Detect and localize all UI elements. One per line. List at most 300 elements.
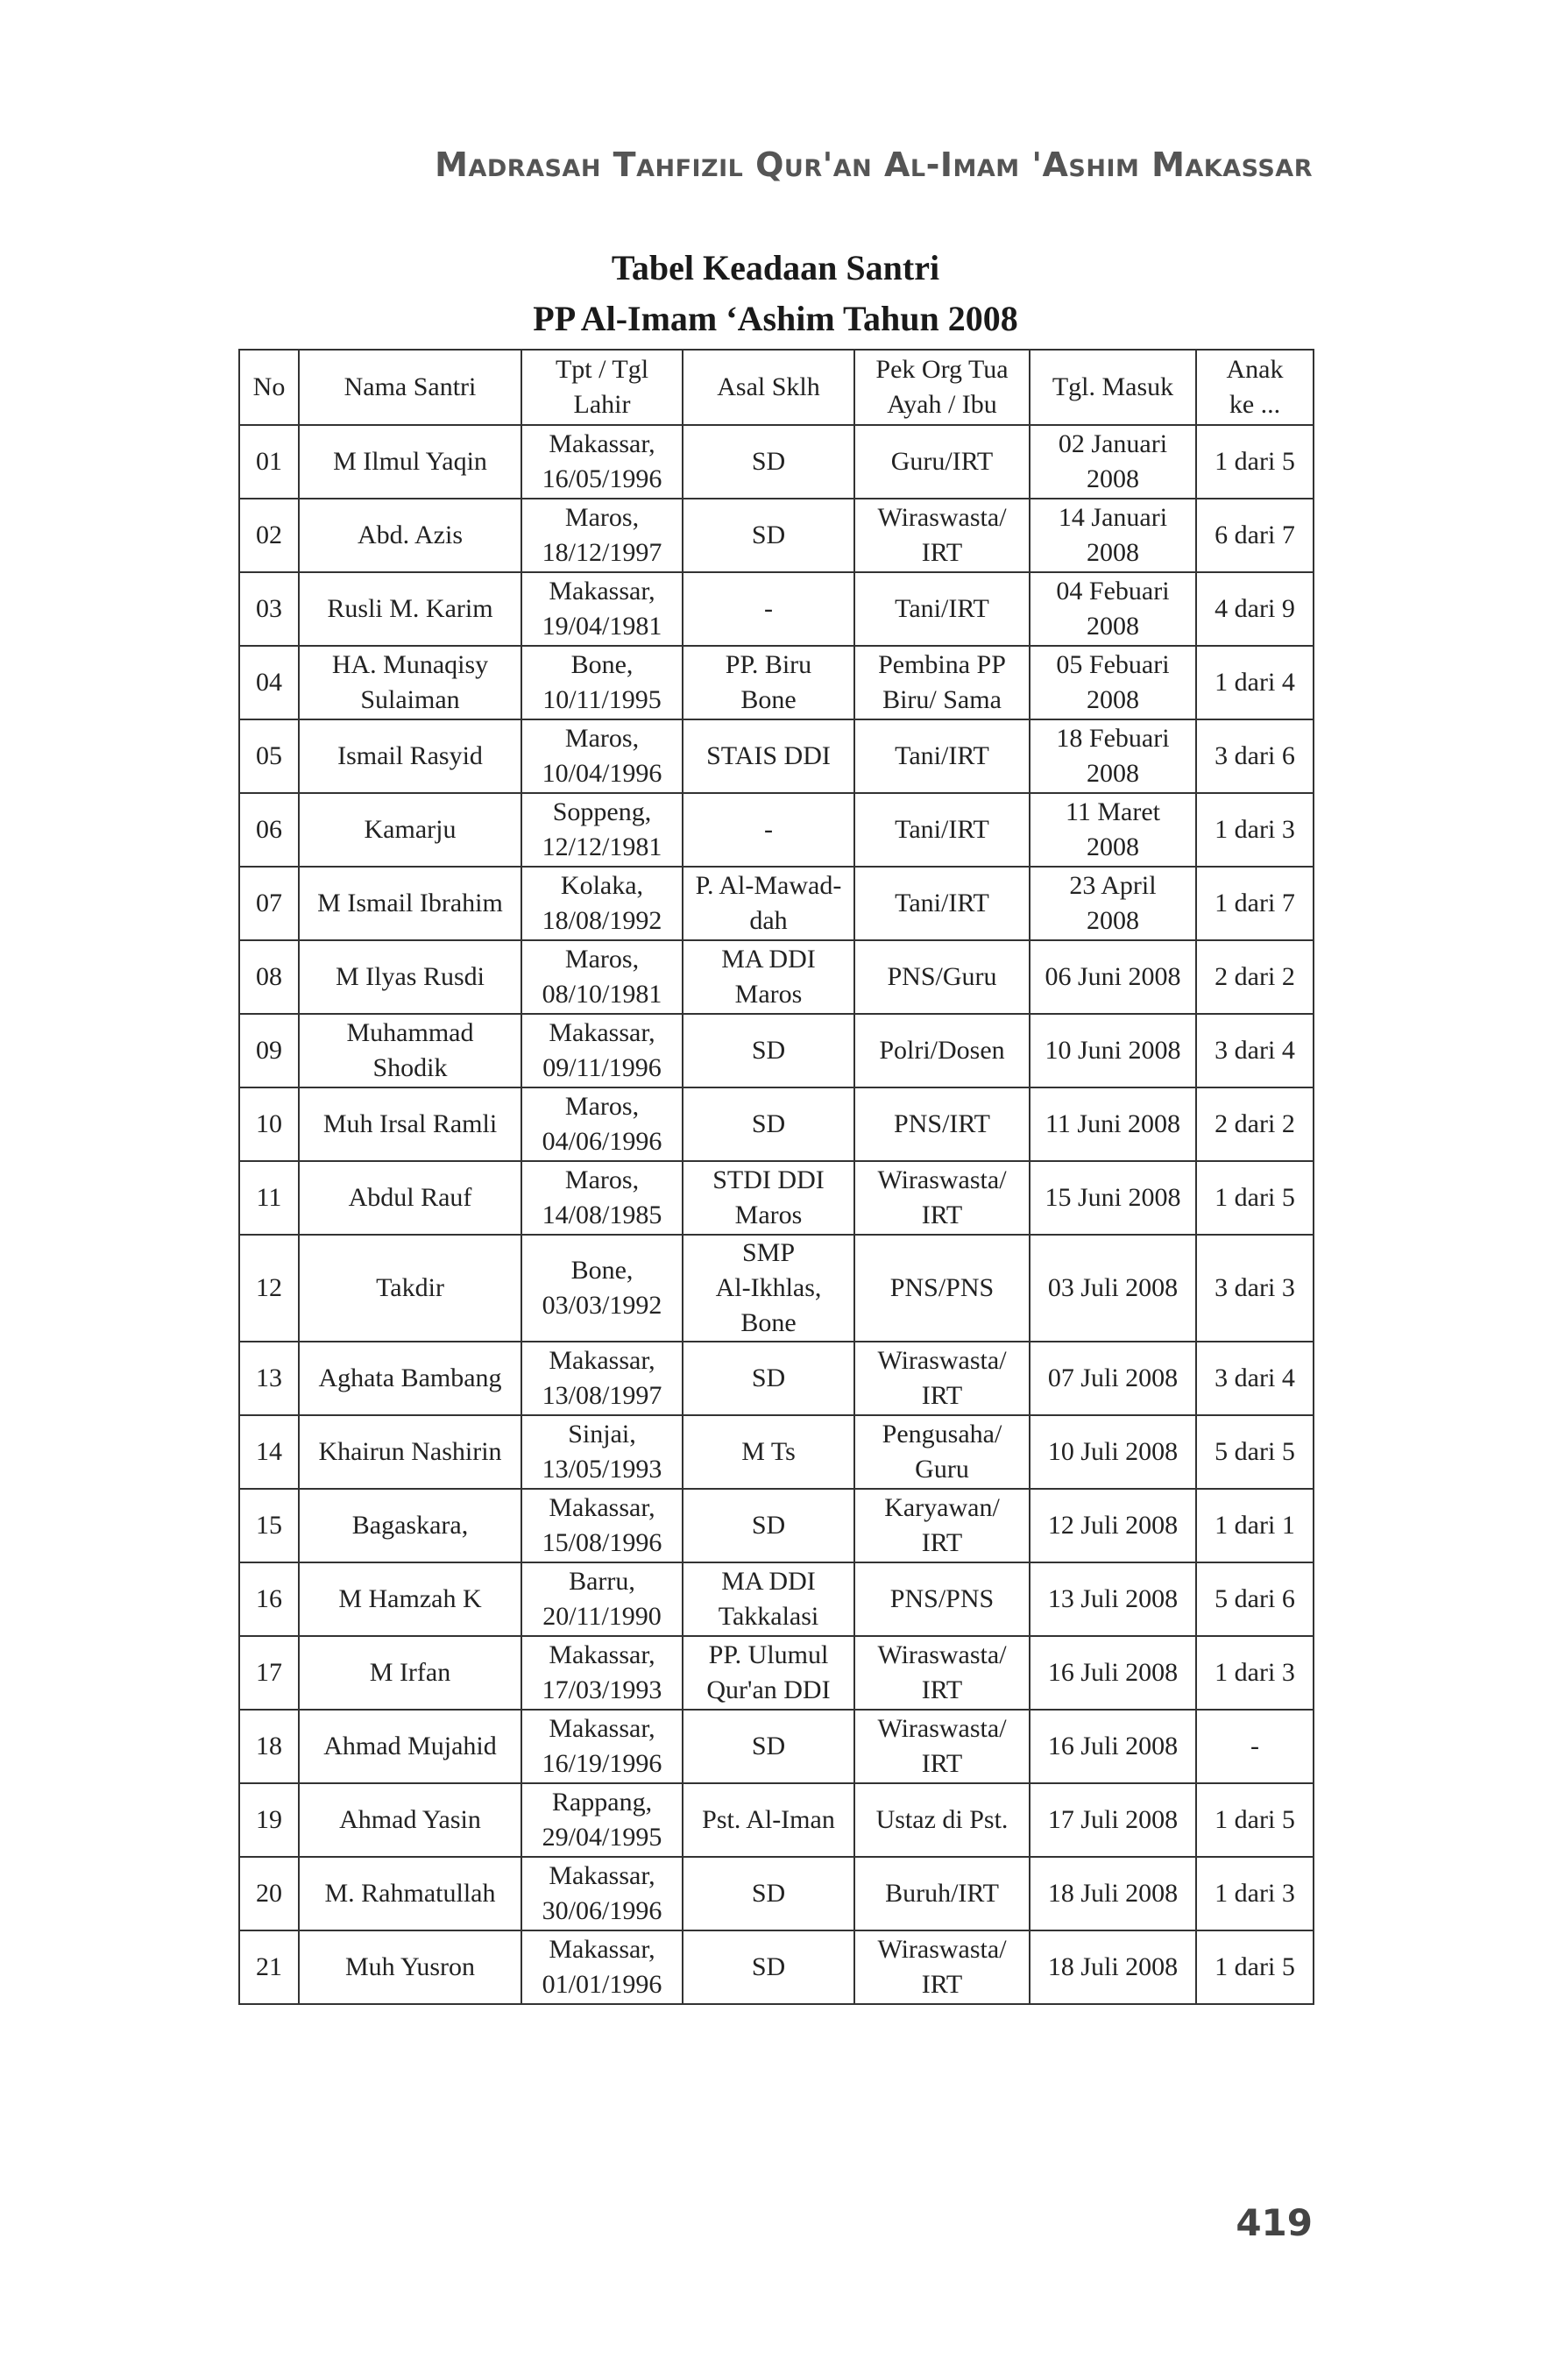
cell-line: 15 [256, 1511, 282, 1540]
cell-line: 03/03/1992 [542, 1291, 662, 1320]
cell-line: Polri/Dosen [879, 1036, 1005, 1065]
cell-line: Abd. Azis [358, 521, 463, 549]
cell-line: SD [751, 1364, 786, 1392]
table-cell [854, 1562, 1030, 1636]
cell-line: Kolaka, [560, 871, 644, 900]
cell-line: Tani/IRT [895, 594, 989, 623]
table-cell [299, 499, 521, 572]
cell-line: Shodik [372, 1053, 448, 1082]
table-cell [1196, 1930, 1314, 2004]
running-header: Madrasah Tahfizil Qur'an Al-Imam 'Ashim Makassar [435, 145, 1313, 184]
cell-line: 03 Juli 2008 [1047, 1273, 1179, 1302]
table-row [239, 1342, 1314, 1415]
cell-line: 04 [256, 668, 282, 697]
table-cell [1196, 1014, 1314, 1087]
cell-line: 03 [256, 594, 282, 623]
cell-line: 2 dari 2 [1215, 1109, 1295, 1138]
table-cell [854, 425, 1030, 499]
cell-line: Al-Ikhlas, [715, 1273, 822, 1302]
table-cell [683, 1235, 854, 1342]
cell-line: Makassar, [549, 1861, 655, 1890]
table-cell [299, 646, 521, 719]
table-cell [1196, 1783, 1314, 1857]
table-row [239, 425, 1314, 499]
cell-line: 05 [256, 741, 282, 770]
cell-line: 14 [256, 1437, 282, 1466]
cell-line: Makassar, [549, 1018, 655, 1047]
table-cell [239, 1710, 299, 1783]
cell-line: M Hamzah K [338, 1584, 482, 1613]
table-cell [239, 1342, 299, 1415]
cell-line: MA DDI [721, 945, 816, 974]
cell-line: 2 dari 2 [1215, 962, 1295, 991]
cell-line: 23 April [1069, 871, 1157, 900]
table-cell [1030, 1415, 1196, 1489]
cell-line: Tpt / Tgl [555, 355, 649, 384]
table-cell [1196, 1710, 1314, 1783]
cell-line: Wiraswasta/ [877, 1714, 1007, 1743]
cell-line: ke ... [1229, 390, 1281, 419]
cell-line: PP. Biru [725, 650, 812, 679]
column-header [854, 350, 1030, 425]
table-cell [521, 1783, 683, 1857]
table-cell [1196, 646, 1314, 719]
table-cell [239, 1415, 299, 1489]
table-row [239, 1161, 1314, 1235]
table-row [239, 1415, 1314, 1489]
cell-line: 16 Juli 2008 [1047, 1732, 1179, 1760]
cell-line: 08/10/1981 [542, 980, 662, 1009]
cell-line: 18 Febuari [1056, 724, 1170, 753]
cell-line: 1 dari 5 [1215, 1805, 1295, 1834]
table-cell [1196, 1161, 1314, 1235]
cell-line: 13 [256, 1364, 282, 1392]
cell-line: 04 Febuari [1056, 577, 1170, 606]
column-header [239, 350, 299, 425]
cell-line: STDI DDI [712, 1165, 825, 1194]
table-cell [1030, 425, 1196, 499]
table-cell [1030, 1857, 1196, 1930]
table-cell [239, 1014, 299, 1087]
cell-line: Makassar, [549, 1714, 655, 1743]
cell-line: 09/11/1996 [542, 1053, 662, 1082]
table-cell [521, 1235, 683, 1342]
cell-line: Makassar, [549, 577, 655, 606]
table-cell [299, 1415, 521, 1489]
table-cell [521, 1489, 683, 1562]
table-cell [683, 867, 854, 940]
table-cell [1196, 867, 1314, 940]
table-cell [683, 1857, 854, 1930]
table-cell [521, 1636, 683, 1710]
cell-line: 07 Juli 2008 [1047, 1364, 1179, 1392]
table-cell [299, 1710, 521, 1783]
cell-line: 10 Juli 2008 [1047, 1437, 1179, 1466]
cell-line: Guru/IRT [890, 447, 994, 476]
cell-line: 30/06/1996 [542, 1896, 662, 1925]
cell-line: 09 [256, 1036, 282, 1065]
table-cell [683, 1710, 854, 1783]
table-cell [854, 646, 1030, 719]
table-cell [854, 572, 1030, 646]
table-cell [854, 1342, 1030, 1415]
table-row [239, 499, 1314, 572]
cell-line: Wiraswasta/ [877, 1165, 1007, 1194]
cell-line: 2008 [1087, 464, 1139, 493]
cell-line: SD [751, 1109, 786, 1138]
cell-line: 3 dari 4 [1215, 1036, 1295, 1065]
cell-line: SD [751, 521, 786, 549]
table-cell [683, 646, 854, 719]
cell-line: Kamarju [364, 815, 457, 844]
cell-line: 01 [256, 447, 282, 476]
cell-line: No [252, 372, 286, 401]
table-cell [1196, 425, 1314, 499]
cell-line: 15/08/1996 [542, 1528, 662, 1557]
cell-line: Pengusaha/ [882, 1420, 1002, 1449]
table-cell [854, 1235, 1030, 1342]
table-row [239, 940, 1314, 1014]
page-number: 419 [1236, 2201, 1313, 2244]
table-cell [854, 1636, 1030, 1710]
cell-line: 1 dari 5 [1215, 447, 1295, 476]
table-cell [683, 940, 854, 1014]
table-row [239, 1235, 1314, 1342]
cell-line: Makassar, [549, 1640, 655, 1669]
cell-line: 13 Juli 2008 [1047, 1584, 1179, 1613]
cell-line: M Ilmul Yaqin [333, 447, 487, 476]
cell-line: Lahir [573, 390, 631, 419]
cell-line: Maros, [564, 1092, 640, 1121]
cell-line: Buruh/IRT [885, 1879, 999, 1908]
cell-line: Biru/ Sama [882, 685, 1002, 714]
cell-line: 1 dari 3 [1215, 1658, 1295, 1687]
cell-line: 08 [256, 962, 282, 991]
table-cell [1196, 1087, 1314, 1161]
cell-line: Wiraswasta/ [877, 1346, 1007, 1375]
table-cell [239, 1087, 299, 1161]
cell-line: Makassar, [549, 429, 655, 458]
cell-line: 2008 [1087, 832, 1139, 861]
table-row [239, 1087, 1314, 1161]
cell-line: PP. Ulumul [708, 1640, 829, 1669]
cell-line: 07 [256, 889, 282, 917]
table-cell [299, 1161, 521, 1235]
cell-line: 2008 [1087, 906, 1139, 935]
table-cell [521, 1342, 683, 1415]
table-cell [854, 1161, 1030, 1235]
cell-line: Ahmad Yasin [339, 1805, 481, 1834]
table-cell [683, 1562, 854, 1636]
cell-line: PNS/PNS [889, 1584, 995, 1613]
cell-line: 13/05/1993 [542, 1455, 662, 1484]
table-cell [683, 719, 854, 793]
table-cell [239, 1930, 299, 2004]
table-cell [239, 1489, 299, 1562]
table-cell [1196, 499, 1314, 572]
table-cell [854, 1087, 1030, 1161]
cell-line: SD [751, 447, 786, 476]
cell-line: IRT [921, 1675, 963, 1704]
table-cell [1196, 719, 1314, 793]
santri-table [238, 349, 1314, 2005]
table-row [239, 867, 1314, 940]
table-row [239, 646, 1314, 719]
cell-line: Tani/IRT [895, 815, 989, 844]
cell-line: 20 [256, 1879, 282, 1908]
table-cell [239, 646, 299, 719]
cell-line: 1 dari 5 [1215, 1952, 1295, 1981]
table-cell [683, 1161, 854, 1235]
table-cell [1030, 1342, 1196, 1415]
table-cell [1030, 646, 1196, 719]
cell-line: Aghata Bambang [318, 1364, 502, 1392]
table-cell [854, 719, 1030, 793]
table-cell [1030, 1562, 1196, 1636]
cell-line: PNS/PNS [889, 1273, 995, 1302]
table-cell [1030, 499, 1196, 572]
cell-line: Pst. Al-Iman [702, 1805, 835, 1834]
table-cell [299, 719, 521, 793]
table-cell [854, 1783, 1030, 1857]
table-cell [239, 867, 299, 940]
table-cell [1196, 1857, 1314, 1930]
table-cell [683, 1489, 854, 1562]
cell-line: Qur'an DDI [706, 1675, 831, 1704]
table-cell [239, 940, 299, 1014]
cell-line: Tani/IRT [895, 889, 989, 917]
cell-line: SD [751, 1952, 786, 1981]
cell-line: Sulaiman [360, 685, 460, 714]
cell-line: 5 dari 6 [1215, 1584, 1295, 1613]
cell-line: 17 [256, 1658, 282, 1687]
cell-line: M Ilyas Rusdi [335, 962, 485, 991]
cell-line: 10 Juni 2008 [1045, 1036, 1181, 1065]
table-cell [1030, 1636, 1196, 1710]
table-cell [1196, 1562, 1314, 1636]
cell-line: 10/11/1995 [542, 685, 662, 714]
table-cell [239, 719, 299, 793]
cell-line: 18/08/1992 [542, 906, 662, 935]
table-cell [239, 1562, 299, 1636]
table-cell [299, 1087, 521, 1161]
table-cell [683, 572, 854, 646]
cell-line: Rusli M. Karim [327, 594, 493, 623]
cell-line: Takdir [376, 1273, 444, 1302]
table-cell [683, 1014, 854, 1087]
cell-line: 16/19/1996 [542, 1749, 662, 1778]
cell-line: 02 Januari [1058, 429, 1168, 458]
table-cell [1196, 1489, 1314, 1562]
cell-line: 14 Januari [1058, 503, 1168, 532]
table-cell [683, 1636, 854, 1710]
table-cell [1030, 1087, 1196, 1161]
cell-line: 06 [256, 815, 282, 844]
cell-line: 29/04/1995 [542, 1823, 662, 1852]
cell-line: 6 dari 7 [1215, 521, 1295, 549]
table-row [239, 1636, 1314, 1710]
table-row [239, 1783, 1314, 1857]
table-row [239, 1014, 1314, 1087]
cell-line: PNS/IRT [894, 1109, 990, 1138]
table-cell [1196, 1415, 1314, 1489]
cell-line: Makassar, [549, 1935, 655, 1964]
cell-line: Nama Santri [343, 372, 477, 401]
table-cell [299, 1636, 521, 1710]
table-cell [1030, 572, 1196, 646]
cell-line: Ahmad Mujahid [323, 1732, 497, 1760]
table-cell [239, 1636, 299, 1710]
table-cell [683, 425, 854, 499]
cell-line: 10 [256, 1109, 282, 1138]
table-cell [1030, 1930, 1196, 2004]
cell-line: Bone, [570, 1256, 634, 1285]
table-cell [683, 1930, 854, 2004]
cell-line: 3 dari 4 [1215, 1364, 1295, 1392]
cell-line: Maros [734, 980, 803, 1009]
cell-line: Bone [740, 685, 797, 714]
column-header [299, 350, 521, 425]
table-cell [521, 1930, 683, 2004]
cell-line: 11 Juni 2008 [1045, 1109, 1180, 1138]
table-row [239, 719, 1314, 793]
cell-line: 3 dari 6 [1215, 741, 1295, 770]
table-cell [521, 425, 683, 499]
cell-line: Maros [734, 1201, 803, 1229]
table-cell [854, 1930, 1030, 2004]
table-row [239, 1857, 1314, 1930]
cell-line: Ayah / Ibu [887, 390, 997, 419]
cell-line: 1 dari 1 [1215, 1511, 1295, 1540]
cell-line: 12 [256, 1273, 282, 1302]
table-body [239, 425, 1314, 2004]
table-row [239, 572, 1314, 646]
table-cell [1030, 1489, 1196, 1562]
table-cell [299, 1783, 521, 1857]
cell-line: Karyawan/ [884, 1493, 1000, 1522]
cell-line: 15 Juni 2008 [1045, 1183, 1181, 1212]
table-cell [854, 1710, 1030, 1783]
cell-line: 18/12/1997 [542, 538, 662, 567]
table-cell [239, 1857, 299, 1930]
cell-line: Rappang, [551, 1788, 653, 1817]
table-cell [521, 719, 683, 793]
cell-line: 16 [256, 1584, 282, 1613]
cell-line: Wiraswasta/ [877, 1935, 1007, 1964]
cell-line: SD [751, 1732, 786, 1760]
cell-line: Wiraswasta/ [877, 503, 1007, 532]
table-cell [854, 499, 1030, 572]
table-cell [1196, 1636, 1314, 1710]
table-cell [299, 1930, 521, 2004]
cell-line: 12/12/1981 [542, 832, 662, 861]
cell-line: Makassar, [549, 1493, 655, 1522]
table-cell [854, 1857, 1030, 1930]
table-cell [299, 1857, 521, 1930]
cell-line: P. Al-Mawad- [695, 871, 842, 900]
cell-line: Muh Irsal Ramli [322, 1109, 498, 1138]
cell-line: 18 Juli 2008 [1047, 1952, 1179, 1981]
cell-line: Tgl. Masuk [1052, 372, 1174, 401]
cell-line: 1 dari 3 [1215, 815, 1295, 844]
table-cell [521, 1562, 683, 1636]
table-cell [1196, 1235, 1314, 1342]
cell-line: 3 dari 3 [1215, 1273, 1295, 1302]
table-cell [683, 1783, 854, 1857]
table-cell [521, 646, 683, 719]
cell-line: Bone, [570, 650, 634, 679]
cell-line: Barru, [569, 1567, 635, 1596]
table-cell [683, 1415, 854, 1489]
table-row [239, 1930, 1314, 2004]
cell-line: IRT [921, 1528, 963, 1557]
table-cell [299, 572, 521, 646]
cell-line: 2008 [1087, 685, 1139, 714]
cell-line: 11 Maret [1065, 797, 1161, 826]
cell-line: 2008 [1087, 612, 1139, 641]
table-header-row [239, 350, 1314, 425]
cell-line: 18 Juli 2008 [1047, 1879, 1179, 1908]
table-cell [521, 867, 683, 940]
table-row [239, 793, 1314, 867]
table-cell [1030, 1235, 1196, 1342]
table-subtitle: PP Al-Imam ‘Ashim Tahun 2008 [533, 299, 1018, 338]
cell-line: SD [751, 1879, 786, 1908]
table-cell [683, 1342, 854, 1415]
column-header [1196, 350, 1314, 425]
cell-line: Wiraswasta/ [877, 1640, 1007, 1669]
cell-line: 5 dari 5 [1215, 1437, 1295, 1466]
cell-line: Maros, [564, 724, 640, 753]
cell-line: Maros, [564, 1165, 640, 1194]
cell-line: 11 [256, 1183, 282, 1212]
table-cell [854, 793, 1030, 867]
cell-line: PNS/Guru [887, 962, 997, 991]
table-cell [854, 940, 1030, 1014]
table-row [239, 1489, 1314, 1562]
cell-line: 2008 [1087, 538, 1139, 567]
cell-line: IRT [921, 538, 963, 567]
cell-line: 05 Febuari [1056, 650, 1170, 679]
cell-line: 1 dari 5 [1215, 1183, 1295, 1212]
table-cell [854, 1415, 1030, 1489]
cell-line: Soppeng, [552, 797, 652, 826]
table-cell [239, 1235, 299, 1342]
table-cell [521, 499, 683, 572]
cell-line: Sinjai, [568, 1420, 636, 1449]
table-row [239, 1710, 1314, 1783]
table-cell [299, 1014, 521, 1087]
table-cell [1030, 867, 1196, 940]
cell-line: 17 Juli 2008 [1047, 1805, 1179, 1834]
table-cell [1030, 1161, 1196, 1235]
cell-line: Tani/IRT [895, 741, 989, 770]
cell-line: MA DDI [721, 1567, 816, 1596]
cell-line: M. Rahmatullah [324, 1879, 496, 1908]
table-cell [239, 499, 299, 572]
table-cell [521, 1857, 683, 1930]
table-cell [239, 425, 299, 499]
table-cell [1030, 1783, 1196, 1857]
cell-line: Takkalasi [718, 1602, 819, 1631]
cell-line: 1 dari 7 [1215, 889, 1295, 917]
cell-line: 18 [256, 1732, 282, 1760]
cell-line: 13/08/1997 [542, 1381, 662, 1410]
cell-line: Pembina PP [878, 650, 1006, 679]
cell-line: STAIS DDI [706, 741, 831, 770]
cell-line: - [764, 815, 773, 844]
cell-line: 04/06/1996 [542, 1127, 662, 1156]
